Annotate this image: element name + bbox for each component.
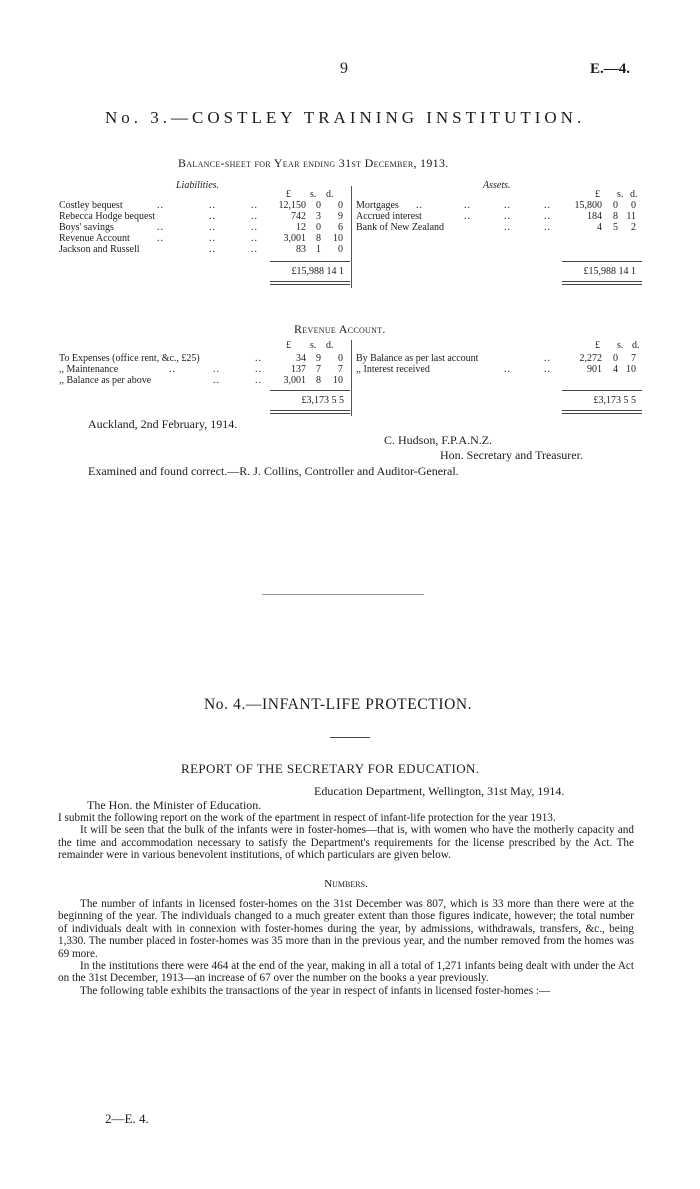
footer-signature: 2—E. 4. (105, 1111, 149, 1126)
table-row: ,, Interest received .. .. 901 4 10 (356, 364, 636, 375)
table-row: Jackson and Russell .. .. 83 1 0 (59, 244, 343, 255)
assets-total-rule (562, 261, 642, 262)
assets-total-double-rule (562, 281, 642, 282)
report-title: REPORT OF THE SECRETARY FOR EDUCATION. (181, 761, 480, 776)
assets-heading: Assets. (483, 180, 511, 191)
addressee: The Hon. the Minister of Education. (87, 798, 262, 812)
table-row: Mortgages .. .. .. .. 15,800 0 0 (356, 200, 636, 211)
liabilities-table (0, 200, 350, 270)
revenue-divider (351, 340, 352, 416)
paragraph-intro: I submit the following report on the work of the epartment in respect of infant-life protection for the year 1913. (58, 812, 556, 824)
revenue-account-title: Revenue Account. (294, 322, 386, 336)
table-row: Rebecca Hodge bequest .. .. 742 3 9 (59, 211, 343, 222)
paragraph-institutions: In the institutions there were 464 at the end of the year, making in all a total of 1,271 infants being dealt with under the Act on the 31st December, 1913—an increase of 67 over the number on the books a year previously. (58, 960, 634, 985)
table-row: Accrued interest .. .. .. 184 8 11 (356, 211, 636, 222)
liabilities-total-double-rule (270, 281, 350, 282)
revenue-right-table (356, 353, 656, 383)
section-separator-rule (262, 594, 424, 595)
signatory-name: C. Hudson, F.P.A.N.Z. (384, 433, 493, 447)
liabilities-total: £15,988 14 1 (291, 266, 344, 277)
section-title-costley: No. 3.—COSTLEY TRAINING INSTITUTION. (105, 108, 586, 127)
table-row: Revenue Account .. .. .. 3,001 8 10 (59, 233, 343, 244)
report-body (58, 812, 634, 997)
balance-sheet-divider (351, 186, 352, 288)
table-row: To Expenses (office rent, &c., £25) .. 34 9 0 (59, 353, 343, 364)
paragraph-table-intro: The following table exhibits the transactions of the year in respect of infants in licensed foster-homes :— (80, 984, 551, 997)
balance-sheet-title: Balance-sheet for Year ending 31st December, 1913. (178, 156, 449, 170)
paragraph-foster-numbers: The number of infants in licensed foster-homes on the 31st December was 807, which is 33 more than there were at the beginning of the year. The individuals changed to a much greater extent than those figures indicate, however; the total number of individuals dealt with in connexion with foster-homes during the year, by admissions, withdrawals, transfers, &c., being 1,330. The number placed in foster-homes was 35 more than in the previous year, and the number removed from the homes was 69 more. (58, 898, 634, 960)
paragraph-foster-homes: It will be seen that the bulk of the infants were in foster-homes—that is, with women who have the motherly capacity and the time and accommodation necessary to satisfy the Department's requirements for the license prescribed by the Act. The remainder were in various benevolent institutions, of which particulars are given below. (58, 824, 634, 862)
section-title-infant: No. 4.—INFANT-LIFE PROTECTION. (204, 696, 473, 713)
revenue-left-table (0, 353, 350, 393)
table-row: By Balance as per last account .. 2,272 0 7 (356, 353, 636, 364)
revenue-left-total-rule (270, 390, 350, 391)
table-row: Costley bequest .. .. .. 12,150 0 0 (59, 200, 343, 211)
liabilities-heading: Liabilities. (176, 180, 220, 191)
place-date: Auckland, 2nd February, 1914. (88, 417, 238, 431)
page-number: 9 (340, 60, 348, 77)
table-row: Bank of New Zealand .. .. 4 5 2 (356, 222, 636, 233)
assets-total: £15,988 14 1 (583, 266, 636, 277)
liabilities-total-rule (270, 261, 350, 262)
revenue-right-total: £3,173 5 5 (593, 395, 636, 406)
table-row: Boys' savings .. .. .. 12 0 6 (59, 222, 343, 233)
table-row: ,, Maintenance .. .. .. 137 7 7 (59, 364, 343, 375)
table-row: ,, Balance as per above .. .. 3,001 8 10 (59, 375, 343, 386)
assets-table (356, 200, 656, 250)
examined-statement: Examined and found correct.—R. J. Collins, Controller and Auditor-General. (88, 464, 459, 478)
revenue-right-total-rule (562, 390, 642, 391)
dateline: Education Department, Wellington, 31st May, 1914. (314, 784, 565, 798)
document-reference: E.—4. (590, 61, 631, 77)
title-underline-rule (330, 737, 370, 738)
signatory-role: Hon. Secretary and Treasurer. (440, 448, 583, 462)
numbers-heading: Numbers. (324, 877, 368, 890)
revenue-left-total: £3,173 5 5 (301, 395, 344, 406)
